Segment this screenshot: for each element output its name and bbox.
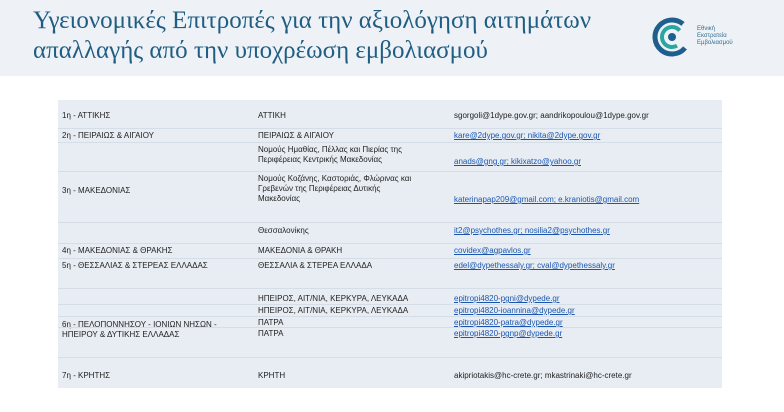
committee-cell bbox=[62, 186, 130, 196]
logo-text-line: Εμβολιασμού bbox=[697, 40, 733, 46]
region-cell bbox=[258, 261, 372, 271]
committee-cell bbox=[62, 371, 110, 381]
table-row bbox=[58, 222, 722, 244]
table-row bbox=[58, 327, 722, 358]
cell-line: ΜΑΚΕΔΟΝΙΑ & ΘΡΑΚΗ bbox=[258, 246, 343, 255]
table-row bbox=[58, 171, 722, 223]
cell-line: Νομούς Κοζάνης, Καστοριάς, Φλώρινας και bbox=[258, 174, 412, 183]
logo-text-line: Εκστρατεία bbox=[697, 33, 727, 39]
cell-line: 7η - ΚΡΗΤΗΣ bbox=[62, 371, 111, 380]
cell-line: ΑΤΤΙΚΗ bbox=[258, 111, 286, 120]
cell-line: Γρεβενών της Περιφέρειας Δυτικής bbox=[258, 184, 381, 193]
cell-line: Μακεδονίας bbox=[258, 194, 301, 203]
cell-line: ΚΡΗΤΗ bbox=[258, 371, 286, 380]
cell-line: 3η - ΜΑΚΕΔΟΝΙΑΣ bbox=[62, 186, 131, 195]
cell-line: ΗΠΕΙΡΟΥ & ΔΥΤΙΚΗΣ ΕΛΛΑΔΑΣ bbox=[62, 330, 180, 339]
region-cell bbox=[258, 226, 309, 236]
cell-line: 4η - ΜΑΚΕΔΟΝΙΑΣ & ΘΡΑΚΗΣ bbox=[62, 246, 173, 255]
title-line-2: απαλλαγής από την υποχρέωση εμβολιασμού bbox=[33, 37, 488, 64]
region-cell bbox=[258, 131, 334, 141]
region-cell bbox=[258, 111, 286, 121]
committee-cell bbox=[62, 246, 173, 256]
cell-line: ΠΑΤΡΑ bbox=[258, 318, 284, 327]
page-title bbox=[33, 6, 643, 66]
email-link[interactable]: kare@2dype.gov.gr; nikita@2dype.gov.gr bbox=[454, 131, 601, 140]
email-text: sgorgoli@1dype.gov.gr; aandrikopoulou@1dype.gov.gr bbox=[454, 111, 649, 120]
email-link[interactable]: it2@psychothes.gr; nosilia2@psychothes.gr bbox=[454, 226, 610, 235]
table-row bbox=[58, 142, 722, 172]
committee-cell bbox=[62, 261, 208, 271]
region-cell bbox=[258, 306, 408, 316]
logo-text-line: Εθνική bbox=[697, 26, 716, 32]
region-cell bbox=[258, 174, 411, 204]
region-cell bbox=[258, 371, 285, 381]
email-link[interactable]: epitropi4820-ioannina@dypede.gr bbox=[454, 306, 575, 315]
cell-line: 2η - ΠΕΙΡΑΙΩΣ & ΑΙΓΑΙΟΥ bbox=[62, 131, 154, 140]
table-row bbox=[58, 258, 722, 289]
committee-cell bbox=[62, 111, 110, 121]
cell-line: ΘΕΣΣΑΛΙΑ & ΣΤΕΡΕΑ ΕΛΛΑΔΑ bbox=[258, 261, 373, 270]
email-link[interactable]: epitropi4820-patra@dypede.gr bbox=[454, 318, 563, 327]
table-row bbox=[58, 108, 722, 128]
region-cell bbox=[258, 329, 283, 339]
title-line-1: Υγειονομικές Επιτροπές για την αξιολόγηση αιτημάτων bbox=[33, 7, 592, 34]
email-link[interactable]: covidex@agpavlos.gr bbox=[454, 246, 531, 255]
cell-line: 1η - ΑΤΤΙΚΗΣ bbox=[62, 111, 111, 120]
cell-line: 6η - ΠΕΛΟΠΟΝΝΗΣΟΥ - ΙΟΝΙΩΝ ΝΗΣΩΝ - bbox=[62, 320, 217, 329]
email-link[interactable]: epitropi4820-pgnp@dypede.gr bbox=[454, 329, 563, 338]
email-link[interactable]: epitropi4820-pgni@dypede.gr bbox=[454, 294, 560, 303]
cell-line: 5η - ΘΕΣΣΑΛΙΑΣ & ΣΤΕΡΕΑΣ ΕΛΛΑΔΑΣ bbox=[62, 261, 208, 270]
cell-line: ΗΠΕΙΡΟΣ, ΑΙΤ/ΝΙΑ, ΚΕΡΚΥΡΑ, ΛΕΥΚΑΔΑ bbox=[258, 306, 409, 315]
region-cell bbox=[258, 246, 342, 256]
vaccination-campaign-logo-icon bbox=[652, 17, 692, 57]
email-text: akipriotakis@hc-crete.gr; mkastrinaki@hc-crete.gr bbox=[454, 371, 632, 380]
table-row bbox=[58, 243, 722, 259]
region-cell bbox=[258, 145, 402, 165]
cell-line: ΗΠΕΙΡΟΣ, ΑΙΤ/ΝΙΑ, ΚΕΡΚΥΡΑ, ΛΕΥΚΑΔΑ bbox=[258, 294, 409, 303]
logo-text bbox=[697, 26, 733, 47]
email-link[interactable]: edel@dypethessaly.gr; cval@dypethessaly.gr bbox=[454, 261, 615, 270]
table-row bbox=[58, 128, 722, 143]
cell-line: Νομούς Ημαθίας, Πέλλας και Πιερίας της bbox=[258, 145, 402, 154]
committees-table bbox=[58, 100, 722, 388]
region-cell bbox=[258, 294, 408, 304]
committee-cell bbox=[62, 131, 154, 141]
cell-line: Θεσσαλονίκης bbox=[258, 226, 309, 235]
email-link[interactable]: anads@gng.gr; kikixatzo@yahoo.gr bbox=[454, 157, 581, 166]
table-row bbox=[58, 288, 722, 305]
cell-line: ΠΕΙΡΑΙΩΣ & ΑΙΓΑΙΟΥ bbox=[258, 131, 334, 140]
cell-line: ΠΑΤΡΑ bbox=[258, 329, 284, 338]
cell-line: Περιφέρειας Κεντρικής Μακεδονίας bbox=[258, 155, 382, 164]
table-row bbox=[58, 357, 722, 389]
email-link[interactable]: katerinapap209@gmail.com; e.kraniotis@gmail.com bbox=[454, 195, 640, 204]
header-band bbox=[0, 0, 784, 76]
